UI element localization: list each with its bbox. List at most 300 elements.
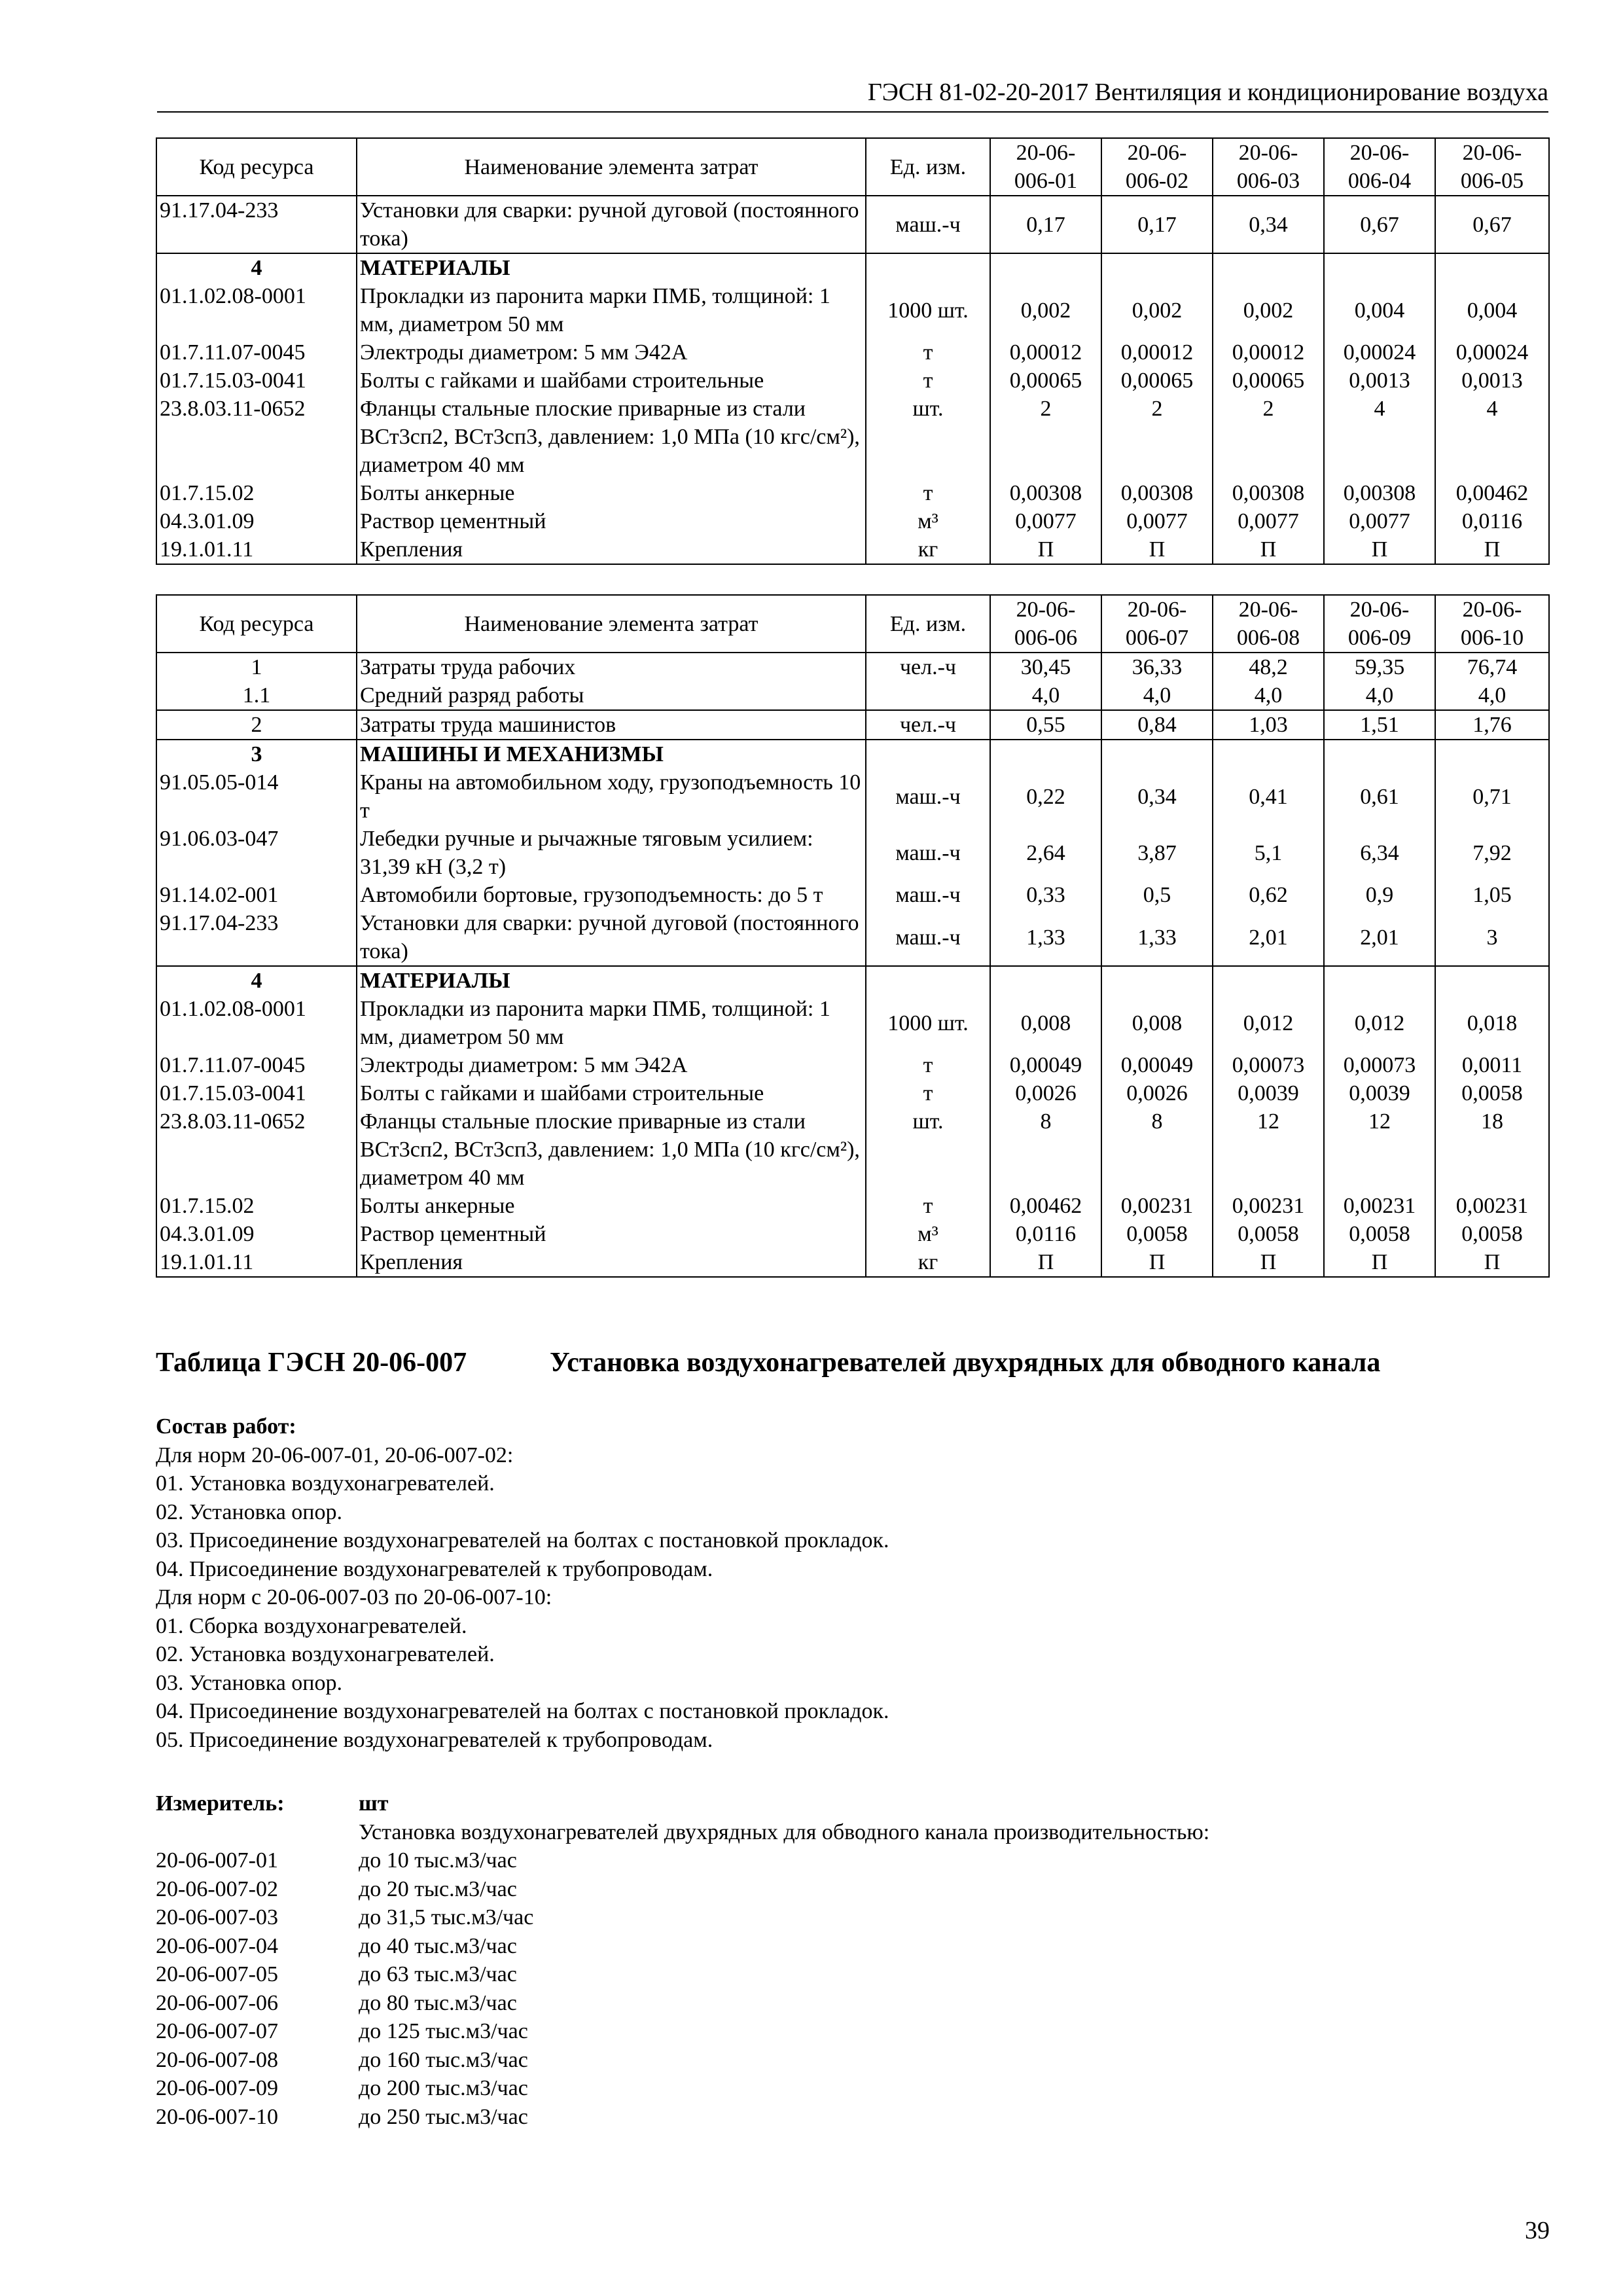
resource-unit: шт. bbox=[866, 395, 990, 479]
measure-code: 20-06-007-03 bbox=[156, 1905, 278, 1929]
measure-item bbox=[156, 1875, 1209, 1904]
table-row bbox=[156, 479, 1549, 507]
column-header-norm bbox=[1213, 595, 1324, 653]
table-row bbox=[156, 768, 1549, 825]
measure-unit: шт bbox=[359, 1791, 389, 1816]
measure-item bbox=[156, 2046, 1209, 2075]
resource-value: 1,03 bbox=[1213, 710, 1324, 740]
measure-code: 20-06-007-09 bbox=[156, 2076, 278, 2100]
resource-code: 1.1 bbox=[156, 681, 357, 710]
resource-name: Автомобили бортовые, грузоподъемность: до 5 т bbox=[357, 881, 866, 909]
column-header-norm bbox=[1324, 138, 1435, 196]
measure-item bbox=[156, 2103, 1209, 2132]
resource-value: 2,64 bbox=[990, 825, 1101, 881]
resource-value: 0,34 bbox=[1101, 768, 1213, 825]
work-composition bbox=[156, 1412, 889, 1754]
work-line: 01. Сборка воздухонагревателей. bbox=[156, 1613, 467, 1638]
measure-code: 20-06-007-04 bbox=[156, 1933, 278, 1958]
resource-code: 01.7.15.03-0041 bbox=[156, 367, 357, 395]
resource-unit: чел.-ч bbox=[866, 653, 990, 681]
table-row bbox=[156, 338, 1549, 367]
table-row bbox=[156, 253, 1549, 282]
norm-code-part1: 20-06- bbox=[1016, 598, 1076, 622]
table-row bbox=[156, 909, 1549, 966]
resource-name: Средний разряд работы bbox=[357, 681, 866, 710]
resource-value: 0,34 bbox=[1213, 196, 1324, 253]
resource-name: Электроды диаметром: 5 мм Э42А bbox=[357, 338, 866, 367]
norm-code-part2: 006-05 bbox=[1460, 169, 1524, 193]
work-line: 03. Присоединение воздухонагревателей на болтах с постановкой прокладок. bbox=[156, 1528, 889, 1552]
resource-unit: маш.-ч bbox=[866, 909, 990, 966]
resource-value: 2,01 bbox=[1213, 909, 1324, 966]
column-header: Наименование элемента затрат bbox=[357, 138, 866, 196]
resource-value: 4 bbox=[1324, 395, 1435, 479]
resource-value: 4,0 bbox=[990, 681, 1101, 710]
empty-cell bbox=[1213, 966, 1324, 995]
table-row bbox=[156, 1079, 1549, 1107]
table-row bbox=[156, 1192, 1549, 1220]
measure-code: 20-06-007-06 bbox=[156, 1990, 278, 2015]
resource-value: 0,0058 bbox=[1435, 1079, 1549, 1107]
work-line: 05. Присоединение воздухонагревателей к трубопроводам. bbox=[156, 1727, 713, 1752]
work-line: 04. Присоединение воздухонагревателей на болтах с постановкой прокладок. bbox=[156, 1699, 889, 1723]
resource-value: 0,00462 bbox=[1435, 479, 1549, 507]
empty-cell bbox=[1101, 966, 1213, 995]
table-row bbox=[156, 995, 1549, 1051]
resource-name: Болты анкерные bbox=[357, 479, 866, 507]
table-header-row bbox=[156, 595, 1549, 653]
resource-value: П bbox=[1101, 535, 1213, 564]
resource-value: 0,0058 bbox=[1324, 1220, 1435, 1248]
measure-item bbox=[156, 2017, 1209, 2046]
resource-value: 0,0077 bbox=[1324, 507, 1435, 535]
column-header-norm bbox=[990, 138, 1101, 196]
resource-value: 0,008 bbox=[1101, 995, 1213, 1051]
resource-value: П bbox=[1435, 535, 1549, 564]
work-line: 02. Установка опор. bbox=[156, 1499, 342, 1524]
resource-value: 0,00024 bbox=[1435, 338, 1549, 367]
empty-cell bbox=[1324, 740, 1435, 768]
empty-cell bbox=[1101, 740, 1213, 768]
resource-table-1 bbox=[156, 137, 1550, 565]
resource-name: Установки для сварки: ручной дуговой (постоянного тока) bbox=[357, 909, 866, 966]
table-row bbox=[156, 740, 1549, 768]
measure-text: до 63 тыс.м3/час bbox=[359, 1962, 517, 1986]
resource-table-2 bbox=[156, 594, 1550, 1278]
resource-value: П bbox=[1213, 535, 1324, 564]
resource-code: 04.3.01.09 bbox=[156, 507, 357, 535]
resource-code: 91.17.04-233 bbox=[156, 196, 357, 253]
resource-value: 0,0058 bbox=[1101, 1220, 1213, 1248]
resource-value: 0,00049 bbox=[990, 1051, 1101, 1079]
measure-text: до 160 тыс.м3/час bbox=[359, 2047, 528, 2072]
resource-value: П bbox=[1213, 1248, 1324, 1277]
empty-cell bbox=[1435, 740, 1549, 768]
resource-code: 01.7.15.02 bbox=[156, 1192, 357, 1220]
resource-value: 3 bbox=[1435, 909, 1549, 966]
work-line: 01. Установка воздухонагревателей. bbox=[156, 1471, 495, 1496]
resource-value: 0,55 bbox=[990, 710, 1101, 740]
table-header-row bbox=[156, 138, 1549, 196]
resource-value: 0,004 bbox=[1435, 282, 1549, 338]
resource-value: 0,002 bbox=[1101, 282, 1213, 338]
resource-value: 4,0 bbox=[1213, 681, 1324, 710]
measure-text: до 10 тыс.м3/час bbox=[359, 1848, 517, 1873]
resource-value: 0,0013 bbox=[1435, 367, 1549, 395]
empty-cell bbox=[1435, 253, 1549, 282]
resource-value: 3,87 bbox=[1101, 825, 1213, 881]
empty-cell bbox=[1213, 253, 1324, 282]
resource-value: 30,45 bbox=[990, 653, 1101, 681]
empty-cell bbox=[1324, 966, 1435, 995]
measure-intro: Установка воздухонагревателей двухрядных для обводного канала производительностью: bbox=[359, 1820, 1210, 1844]
work-line: 02. Установка воздухонагревателей. bbox=[156, 1642, 495, 1666]
section-number: 4 bbox=[156, 966, 357, 995]
section-number: 3 bbox=[156, 740, 357, 768]
norm-code-part2: 006-10 bbox=[1460, 626, 1524, 650]
resource-value: 5,1 bbox=[1213, 825, 1324, 881]
norm-code-part1: 20-06- bbox=[1462, 598, 1522, 622]
resource-value: 0,41 bbox=[1213, 768, 1324, 825]
table-row bbox=[156, 1107, 1549, 1192]
resource-name: Болты с гайками и шайбами строительные bbox=[357, 1079, 866, 1107]
resource-value: 4,0 bbox=[1324, 681, 1435, 710]
empty-cell bbox=[1101, 253, 1213, 282]
column-header: Код ресурса bbox=[156, 595, 357, 653]
measure-text: до 40 тыс.м3/час bbox=[359, 1933, 517, 1958]
norm-code-part2: 006-02 bbox=[1125, 169, 1189, 193]
resource-value: 4,0 bbox=[1101, 681, 1213, 710]
resource-value: 1,51 bbox=[1324, 710, 1435, 740]
resource-value: П bbox=[1101, 1248, 1213, 1277]
resource-value: 7,92 bbox=[1435, 825, 1549, 881]
resource-value: 0,00065 bbox=[1213, 367, 1324, 395]
measure-item bbox=[156, 1846, 1209, 1875]
resource-value: 0,0039 bbox=[1324, 1079, 1435, 1107]
empty-cell bbox=[866, 740, 990, 768]
resource-value: 0,00012 bbox=[1213, 338, 1324, 367]
resource-value: 4,0 bbox=[1435, 681, 1549, 710]
measure-code: 20-06-007-07 bbox=[156, 2019, 278, 2043]
resource-code: 19.1.01.11 bbox=[156, 1248, 357, 1277]
column-header: Код ресурса bbox=[156, 138, 357, 196]
resource-value: 0,008 bbox=[990, 995, 1101, 1051]
norm-code-part2: 006-03 bbox=[1236, 169, 1300, 193]
table-row bbox=[156, 367, 1549, 395]
resource-value: 0,0058 bbox=[1213, 1220, 1324, 1248]
resource-value: 76,74 bbox=[1435, 653, 1549, 681]
resource-value: 8 bbox=[990, 1107, 1101, 1192]
resource-value: 2 bbox=[1101, 395, 1213, 479]
resource-unit: м³ bbox=[866, 507, 990, 535]
empty-cell bbox=[1213, 740, 1324, 768]
resource-value: 0,00065 bbox=[990, 367, 1101, 395]
resource-value: П bbox=[990, 535, 1101, 564]
resource-value: 0,9 bbox=[1324, 881, 1435, 909]
resource-value: 0,0058 bbox=[1435, 1220, 1549, 1248]
resource-unit: кг bbox=[866, 1248, 990, 1277]
resource-value: 2 bbox=[1213, 395, 1324, 479]
resource-unit: маш.-ч bbox=[866, 196, 990, 253]
norm-code-part1: 20-06- bbox=[1127, 598, 1187, 622]
column-header-norm bbox=[1435, 595, 1549, 653]
empty-cell bbox=[990, 253, 1101, 282]
work-heading: Состав работ: bbox=[156, 1414, 296, 1439]
norm-code-part2: 006-01 bbox=[1014, 169, 1078, 193]
resource-code: 91.05.05-014 bbox=[156, 768, 357, 825]
resource-unit: т bbox=[866, 479, 990, 507]
section-title bbox=[156, 1347, 1381, 1378]
measure-text: до 125 тыс.м3/час bbox=[359, 2019, 528, 2043]
resource-value: 0,0077 bbox=[990, 507, 1101, 535]
norm-code-part2: 006-07 bbox=[1125, 626, 1189, 650]
resource-value: 0,00308 bbox=[1213, 479, 1324, 507]
resource-value: 0,00308 bbox=[990, 479, 1101, 507]
resource-value: 8 bbox=[1101, 1107, 1213, 1192]
resource-value: 0,62 bbox=[1213, 881, 1324, 909]
resource-value: 0,0039 bbox=[1213, 1079, 1324, 1107]
resource-name: Прокладки из паронита марки ПМБ, толщиной: 1 мм, диаметром 50 мм bbox=[357, 282, 866, 338]
norm-code-part2: 006-04 bbox=[1347, 169, 1412, 193]
section-title-text: Установка воздухонагревателей двухрядных для обводного канала bbox=[550, 1348, 1381, 1378]
table-row bbox=[156, 825, 1549, 881]
table-row bbox=[156, 653, 1549, 681]
resource-value: П bbox=[990, 1248, 1101, 1277]
resource-value: 0,0026 bbox=[990, 1079, 1101, 1107]
table-row bbox=[156, 966, 1549, 995]
measure-block bbox=[156, 1789, 1209, 2131]
resource-code: 91.14.02-001 bbox=[156, 881, 357, 909]
work-line: 03. Установка опор. bbox=[156, 1670, 342, 1695]
table-row bbox=[156, 1051, 1549, 1079]
resource-value: 0,71 bbox=[1435, 768, 1549, 825]
resource-unit: т bbox=[866, 1079, 990, 1107]
resource-unit: 1000 шт. bbox=[866, 282, 990, 338]
resource-code: 04.3.01.09 bbox=[156, 1220, 357, 1248]
resource-name: Болты с гайками и шайбами строительные bbox=[357, 367, 866, 395]
resource-code: 1 bbox=[156, 653, 357, 681]
resource-name: Раствор цементный bbox=[357, 1220, 866, 1248]
resource-value: 0,00024 bbox=[1324, 338, 1435, 367]
empty-cell bbox=[990, 740, 1101, 768]
measure-code: 20-06-007-01 bbox=[156, 1848, 278, 1873]
resource-code: 2 bbox=[156, 710, 357, 740]
resource-value: 0,002 bbox=[1213, 282, 1324, 338]
resource-value: 0,012 bbox=[1213, 995, 1324, 1051]
resource-value: 1,76 bbox=[1435, 710, 1549, 740]
resource-code: 19.1.01.11 bbox=[156, 535, 357, 564]
resource-value: 0,22 bbox=[990, 768, 1101, 825]
measure-text: до 20 тыс.м3/час bbox=[359, 1876, 517, 1901]
resource-name: Краны на автомобильном ходу, грузоподъемность 10 т bbox=[357, 768, 866, 825]
column-header-norm bbox=[1324, 595, 1435, 653]
resource-code: 01.7.11.07-0045 bbox=[156, 1051, 357, 1079]
measure-text: до 31,5 тыс.м3/час bbox=[359, 1905, 534, 1929]
resource-value: 0,84 bbox=[1101, 710, 1213, 740]
resource-value: 0,0077 bbox=[1101, 507, 1213, 535]
resource-value: 0,67 bbox=[1435, 196, 1549, 253]
resource-unit: 1000 шт. bbox=[866, 995, 990, 1051]
measure-text: до 200 тыс.м3/час bbox=[359, 2076, 528, 2100]
resource-value: П bbox=[1435, 1248, 1549, 1277]
resource-value: 0,018 bbox=[1435, 995, 1549, 1051]
section-name: МАТЕРИАЛЫ bbox=[357, 253, 866, 282]
section-name: МАШИНЫ И МЕХАНИЗМЫ bbox=[357, 740, 866, 768]
resource-value: 6,34 bbox=[1324, 825, 1435, 881]
resource-value: 2 bbox=[990, 395, 1101, 479]
empty-cell bbox=[990, 966, 1101, 995]
resource-value: 2,01 bbox=[1324, 909, 1435, 966]
resource-value: 0,00073 bbox=[1213, 1051, 1324, 1079]
resource-code: 01.1.02.08-0001 bbox=[156, 995, 357, 1051]
resource-unit: маш.-ч bbox=[866, 881, 990, 909]
resource-value: П bbox=[1324, 535, 1435, 564]
resource-name: Крепления bbox=[357, 535, 866, 564]
resource-code: 01.7.11.07-0045 bbox=[156, 338, 357, 367]
resource-value: 0,67 bbox=[1324, 196, 1435, 253]
resource-name: Крепления bbox=[357, 1248, 866, 1277]
resource-value: 1,33 bbox=[1101, 909, 1213, 966]
resource-name: Фланцы стальные плоские приварные из стали ВСт3сп2, ВСт3сп3, давлением: 1,0 МПа (10 кгс/см²), диаметром 40 мм bbox=[357, 395, 866, 479]
resource-code: 91.06.03-047 bbox=[156, 825, 357, 881]
resource-name: Фланцы стальные плоские приварные из стали ВСт3сп2, ВСт3сп3, давлением: 1,0 МПа (10 кгс/см²), диаметром 40 мм bbox=[357, 1107, 866, 1192]
resource-code: 01.1.02.08-0001 bbox=[156, 282, 357, 338]
resource-value: 0,17 bbox=[990, 196, 1101, 253]
resource-name: Электроды диаметром: 5 мм Э42А bbox=[357, 1051, 866, 1079]
resource-value: 1,33 bbox=[990, 909, 1101, 966]
resource-value: 0,0116 bbox=[990, 1220, 1101, 1248]
resource-value: 0,17 bbox=[1101, 196, 1213, 253]
resource-value: 0,004 bbox=[1324, 282, 1435, 338]
resource-value: 0,00012 bbox=[990, 338, 1101, 367]
norm-code-part1: 20-06- bbox=[1349, 598, 1410, 622]
empty-cell bbox=[866, 253, 990, 282]
section-number: 4 bbox=[156, 253, 357, 282]
norm-code-part1: 20-06- bbox=[1349, 141, 1410, 165]
resource-code: 01.7.15.02 bbox=[156, 479, 357, 507]
resource-value: 0,33 bbox=[990, 881, 1101, 909]
resource-value: 0,00073 bbox=[1324, 1051, 1435, 1079]
column-header-norm bbox=[1101, 595, 1213, 653]
measure-item bbox=[156, 1960, 1209, 1989]
page-number: 39 bbox=[1525, 2217, 1550, 2244]
resource-code: 01.7.15.03-0041 bbox=[156, 1079, 357, 1107]
resource-value: 12 bbox=[1324, 1107, 1435, 1192]
resource-value: 12 bbox=[1213, 1107, 1324, 1192]
column-header-norm bbox=[1435, 138, 1549, 196]
empty-cell bbox=[1435, 966, 1549, 995]
norm-code-part2: 006-08 bbox=[1236, 626, 1300, 650]
resource-value: 4 bbox=[1435, 395, 1549, 479]
resource-code: 91.17.04-233 bbox=[156, 909, 357, 966]
norm-code-part1: 20-06- bbox=[1127, 141, 1187, 165]
resource-code: 23.8.03.11-0652 bbox=[156, 395, 357, 479]
measure-code: 20-06-007-10 bbox=[156, 2104, 278, 2129]
resource-unit: т bbox=[866, 338, 990, 367]
table-row bbox=[156, 196, 1549, 253]
work-line: Для норм с 20-06-007-03 по 20-06-007-10: bbox=[156, 1585, 552, 1609]
resource-unit: кг bbox=[866, 535, 990, 564]
resource-unit bbox=[866, 681, 990, 710]
resource-value: 0,5 bbox=[1101, 881, 1213, 909]
page-header: ГЭСН 81-02-20-2017 Вентиляция и кондиционирование воздуха bbox=[157, 77, 1548, 113]
resource-value: 0,00462 bbox=[990, 1192, 1101, 1220]
resource-value: 0,0116 bbox=[1435, 507, 1549, 535]
resource-value: 59,35 bbox=[1324, 653, 1435, 681]
resource-value: 0,0026 bbox=[1101, 1079, 1213, 1107]
resource-value: 0,00049 bbox=[1101, 1051, 1213, 1079]
section-title-label: Таблица ГЭСН 20-06-007 bbox=[156, 1348, 467, 1378]
resource-name: Болты анкерные bbox=[357, 1192, 866, 1220]
resource-value: 0,0077 bbox=[1213, 507, 1324, 535]
resource-value: 1,05 bbox=[1435, 881, 1549, 909]
resource-name: Затраты труда рабочих bbox=[357, 653, 866, 681]
resource-name: Затраты труда машинистов bbox=[357, 710, 866, 740]
resource-value: 48,2 bbox=[1213, 653, 1324, 681]
resource-value: 0,00231 bbox=[1435, 1192, 1549, 1220]
resource-name: Раствор цементный bbox=[357, 507, 866, 535]
measure-item bbox=[156, 1903, 1209, 1932]
column-header: Наименование элемента затрат bbox=[357, 595, 866, 653]
resource-unit: чел.-ч bbox=[866, 710, 990, 740]
resource-value: 0,00231 bbox=[1324, 1192, 1435, 1220]
table-row bbox=[156, 1248, 1549, 1277]
resource-value: 0,61 bbox=[1324, 768, 1435, 825]
table-row bbox=[156, 395, 1549, 479]
norm-code-part1: 20-06- bbox=[1016, 141, 1076, 165]
resource-value: 0,012 bbox=[1324, 995, 1435, 1051]
resource-code: 23.8.03.11-0652 bbox=[156, 1107, 357, 1192]
table-row bbox=[156, 282, 1549, 338]
empty-cell bbox=[866, 966, 990, 995]
measure-label: Измеритель: bbox=[156, 1791, 285, 1816]
resource-name: Установки для сварки: ручной дуговой (постоянного тока) bbox=[357, 196, 866, 253]
table-row bbox=[156, 535, 1549, 564]
measure-text: до 250 тыс.м3/час bbox=[359, 2104, 528, 2129]
measure-code: 20-06-007-02 bbox=[156, 1876, 278, 1901]
table-row bbox=[156, 881, 1549, 909]
resource-value: 0,0011 bbox=[1435, 1051, 1549, 1079]
measure-text: до 80 тыс.м3/час bbox=[359, 1990, 517, 2015]
column-header-norm bbox=[1101, 138, 1213, 196]
work-line: Для норм 20-06-007-01, 20-06-007-02: bbox=[156, 1443, 514, 1467]
measure-code: 20-06-007-05 bbox=[156, 1962, 278, 1986]
norm-code-part2: 006-06 bbox=[1014, 626, 1078, 650]
resource-value: 0,00308 bbox=[1324, 479, 1435, 507]
resource-value: 0,002 bbox=[990, 282, 1101, 338]
resource-value: П bbox=[1324, 1248, 1435, 1277]
norm-code-part1: 20-06- bbox=[1238, 141, 1298, 165]
resource-value: 0,0013 bbox=[1324, 367, 1435, 395]
measure-item bbox=[156, 1989, 1209, 2018]
section-name: МАТЕРИАЛЫ bbox=[357, 966, 866, 995]
resource-unit: маш.-ч bbox=[866, 768, 990, 825]
table-row bbox=[156, 507, 1549, 535]
empty-cell bbox=[1324, 253, 1435, 282]
norm-code-part2: 006-09 bbox=[1347, 626, 1412, 650]
measure-item bbox=[156, 1932, 1209, 1961]
measure-code: 20-06-007-08 bbox=[156, 2047, 278, 2072]
work-line: 04. Присоединение воздухонагревателей к трубопроводам. bbox=[156, 1556, 713, 1581]
resource-name: Прокладки из паронита марки ПМБ, толщиной: 1 мм, диаметром 50 мм bbox=[357, 995, 866, 1051]
resource-value: 0,00308 bbox=[1101, 479, 1213, 507]
resource-unit: м³ bbox=[866, 1220, 990, 1248]
resource-unit: т bbox=[866, 367, 990, 395]
table-row bbox=[156, 681, 1549, 710]
norm-code-part1: 20-06- bbox=[1238, 598, 1298, 622]
resource-unit: шт. bbox=[866, 1107, 990, 1192]
resource-value: 0,00065 bbox=[1101, 367, 1213, 395]
